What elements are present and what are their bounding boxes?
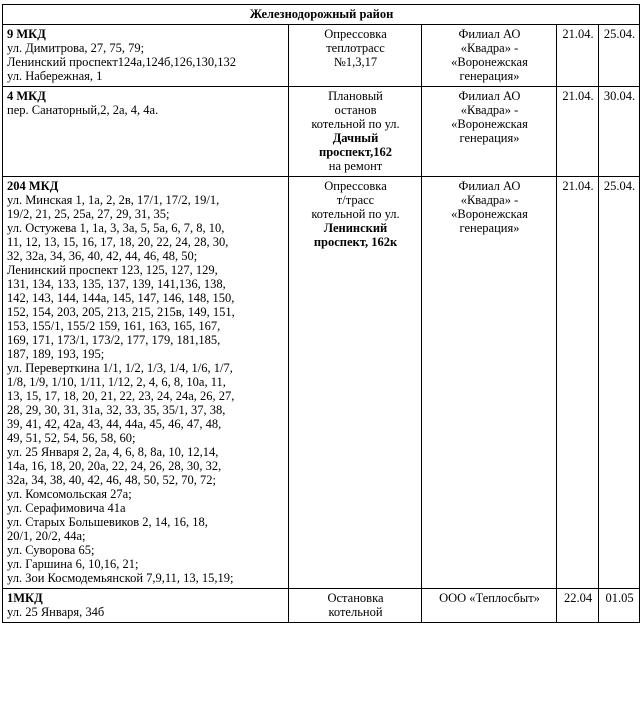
address-line: ул. Зои Космодемьянской 7,9,11, 13, 15,19; xyxy=(7,571,234,585)
org-line: «Квадра» - xyxy=(460,41,519,55)
mkd-count: 4 МКД xyxy=(7,89,46,103)
address-line: Ленинский проспект124а,124б,126,130,132 xyxy=(7,55,236,69)
work-line: на ремонт xyxy=(328,159,383,173)
address-line: 32, 32а, 34, 36, 40, 42, 44, 46, 48, 50; xyxy=(7,249,198,263)
work-line: т/трасс xyxy=(336,193,375,207)
address-line: 19/2, 21, 25, 25а, 27, 29, 31, 35; xyxy=(7,207,170,221)
table-row xyxy=(3,589,640,623)
work-type-cell xyxy=(289,25,422,87)
work-line: котельной xyxy=(328,605,383,619)
address-line: 153, 155/1, 155/2 159, 161, 163, 165, 167, xyxy=(7,319,221,333)
org-line: Филиал АО xyxy=(458,89,521,103)
address-line: ул. Старых Большевиков 2, 14, 16, 18, xyxy=(7,515,208,529)
address-line: 131, 134, 133, 135, 137, 139, 141,136, 138, xyxy=(7,277,226,291)
org-line: Филиал АО xyxy=(458,27,521,41)
work-line: №1,3,17 xyxy=(333,55,378,69)
work-type-cell xyxy=(289,589,422,623)
org-line: «Квадра» - xyxy=(460,103,519,117)
address-line: 39, 41, 42, 42а, 43, 44, 44а, 45, 46, 47, 48, xyxy=(7,417,222,431)
organization-cell xyxy=(422,25,557,87)
work-line-emphasis: проспект, 162к xyxy=(313,235,398,249)
table-body xyxy=(3,5,640,623)
address-line: ул. Гаршина 6, 10,16, 21; xyxy=(7,557,139,571)
organization-cell xyxy=(422,589,557,623)
org-line: «Воронежская xyxy=(451,55,528,69)
address-cell xyxy=(3,87,289,177)
work-line: теплотрасс xyxy=(326,41,385,55)
address-line: 169, 171, 173/1, 173/2, 177, 179, 181,185, xyxy=(7,333,221,347)
address-line: ул. Переверткина 1/1, 1/2, 1/3, 1/4, 1/6, 1/7, xyxy=(7,361,233,375)
address-line: пер. Санаторный,2, 2а, 4, 4а. xyxy=(7,103,159,117)
org-line: «Воронежская xyxy=(451,207,528,221)
address-line: 28, 29, 30, 31, 31а, 32, 33, 35, 35/1, 37, 38, xyxy=(7,403,226,417)
org-line: генерация» xyxy=(459,221,520,235)
date-end-cell: 30.04. xyxy=(599,87,640,177)
org-line: ООО «Теплосбыт» xyxy=(439,591,540,605)
table-row xyxy=(3,177,640,589)
address-line: 11, 12, 13, 15, 16, 17, 18, 20, 22, 24, 28, 30, xyxy=(7,235,229,249)
date-end-cell: 25.04. xyxy=(599,25,640,87)
mkd-count: 9 МКД xyxy=(7,27,46,41)
date-start-cell: 21.04. xyxy=(557,177,599,589)
address-line: 20/1, 20/2, 44а; xyxy=(7,529,86,543)
address-line: ул. Минская 1, 1а, 2, 2в, 17/1, 17/2, 19/1, xyxy=(7,193,220,207)
table-row xyxy=(3,87,640,177)
work-line: Опрессовка xyxy=(324,179,387,193)
address-cell xyxy=(3,25,289,87)
mkd-count: 1МКД xyxy=(7,591,43,605)
work-line: Плановый xyxy=(328,89,383,103)
work-line-emphasis: Дачный xyxy=(332,131,379,145)
work-line-emphasis: Ленинский xyxy=(323,221,388,235)
region-header-row xyxy=(3,5,640,25)
table-row xyxy=(3,25,640,87)
organization-cell xyxy=(422,87,557,177)
address-line: ул. Димитрова, 27, 75, 79; xyxy=(7,41,145,55)
address-line: 14а, 16, 18, 20, 20а, 22, 24, 26, 28, 30, 32, xyxy=(7,459,222,473)
address-line: 142, 143, 144, 144а, 145, 147, 146, 148, 150, xyxy=(7,291,235,305)
address-line: ул. Остужева 1, 1а, 3, 3а, 5, 5а, 6, 7, 8, 10, xyxy=(7,221,225,235)
address-line: ул. Комсомольская 27а; xyxy=(7,487,132,501)
date-start-cell: 22.04 xyxy=(557,589,599,623)
work-line: котельной по ул. xyxy=(311,117,400,131)
date-end-cell: 01.05 xyxy=(599,589,640,623)
date-start-cell: 21.04. xyxy=(557,25,599,87)
work-line: котельной по ул. xyxy=(311,207,400,221)
address-line: ул. 25 Января 2, 2а, 4, 6, 8, 8а, 10, 12,14, xyxy=(7,445,219,459)
org-line: «Воронежская xyxy=(451,117,528,131)
date-end-cell: 25.04. xyxy=(599,177,640,589)
address-line: 1/8, 1/9, 1/10, 1/11, 1/12, 2, 4, 6, 8, 10а, 11, xyxy=(7,375,226,389)
outage-schedule-table xyxy=(2,4,640,623)
org-line: генерация» xyxy=(459,69,520,83)
work-line: Опрессовка xyxy=(324,27,387,41)
work-line: Остановка xyxy=(327,591,384,605)
address-line: 32а, 34, 38, 40, 42, 46, 48, 50, 52, 70, 72; xyxy=(7,473,217,487)
org-line: генерация» xyxy=(459,131,520,145)
address-line: 13, 15, 17, 18, 20, 21, 22, 23, 24, 24а, 26, 27, xyxy=(7,389,235,403)
address-line: ул. Серафимовича 41а xyxy=(7,501,126,515)
work-type-cell xyxy=(289,87,422,177)
address-cell xyxy=(3,177,289,589)
address-line: ул. Набережная, 1 xyxy=(7,69,103,83)
address-cell xyxy=(3,589,289,623)
address-line: 49, 51, 52, 54, 56, 58, 60; xyxy=(7,431,136,445)
work-line: останов xyxy=(334,103,377,117)
address-line: 187, 189, 193, 195; xyxy=(7,347,105,361)
address-line: ул. Суворова 65; xyxy=(7,543,95,557)
address-line: Ленинский проспект 123, 125, 127, 129, xyxy=(7,263,218,277)
address-line: 152, 154, 203, 205, 213, 215, 215в, 149, 151, xyxy=(7,305,235,319)
address-line: ул. 25 Января, 34б xyxy=(7,605,105,619)
work-line-emphasis: проспект,162 xyxy=(319,145,392,159)
work-type-cell xyxy=(289,177,422,589)
region-header-cell: Железнодорожный район xyxy=(3,5,640,25)
org-line: «Квадра» - xyxy=(460,193,519,207)
date-start-cell: 21.04. xyxy=(557,87,599,177)
organization-cell xyxy=(422,177,557,589)
org-line: Филиал АО xyxy=(458,179,521,193)
mkd-count: 204 МКД xyxy=(7,179,59,193)
